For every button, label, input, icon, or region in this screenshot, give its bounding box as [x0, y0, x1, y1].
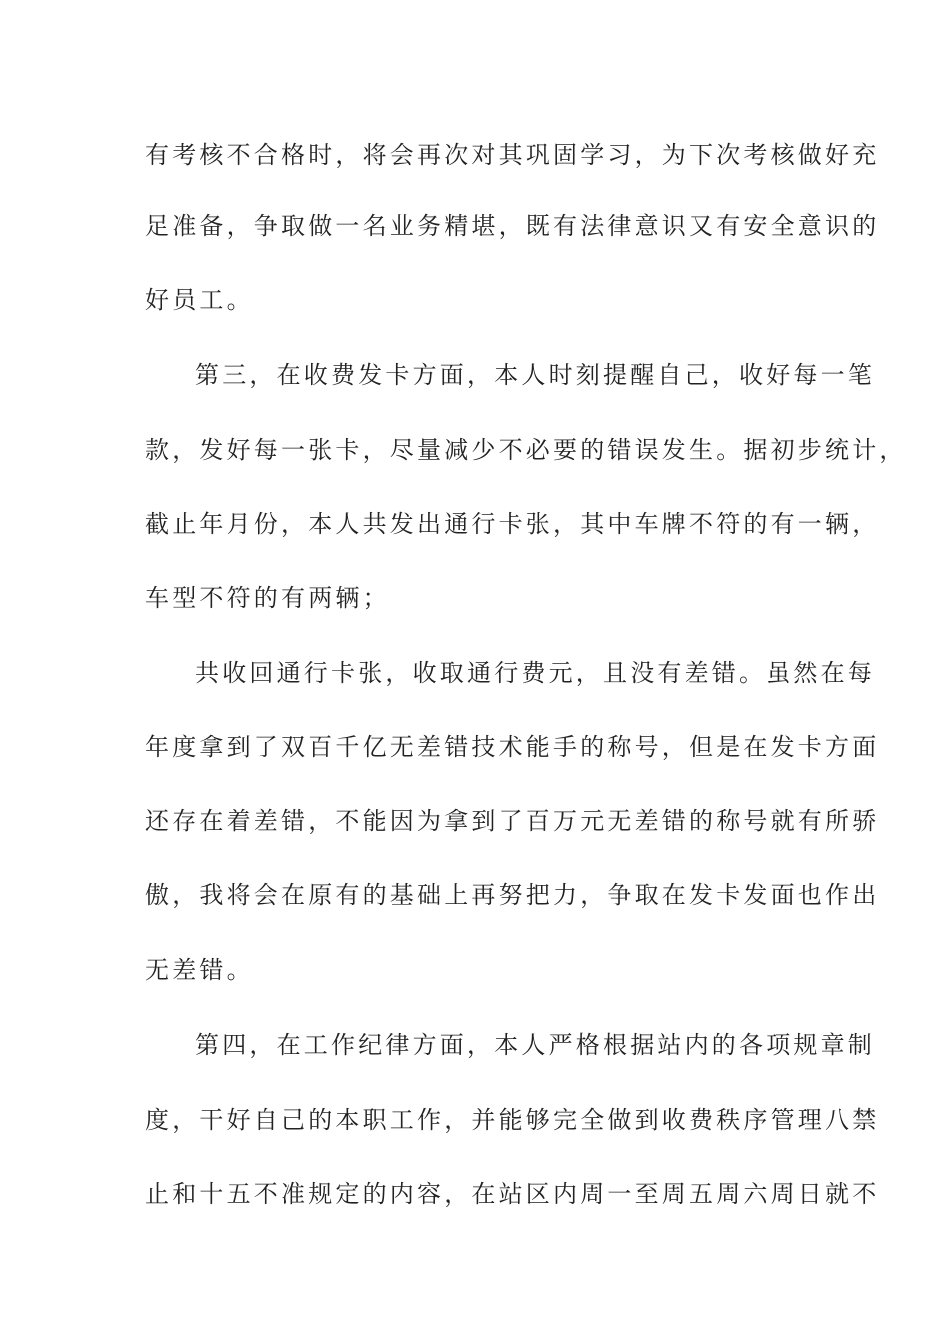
text-line: 足准备，争取做一名业务精堪，既有法律意识又有安全意识的 [145, 212, 880, 240]
text-line: 有考核不合格时，将会再次对其巩固学习，为下次考核做好充 [145, 141, 880, 169]
paragraph-start-line: 第三，在收费发卡方面，本人时刻提醒自己，收好每一笔 [195, 361, 875, 389]
text-line: 车型不符的有两辆； [145, 584, 390, 612]
text-line: 傲，我将会在原有的基础上再努把力，争取在发卡发面也作出 [145, 881, 880, 909]
text-line: 截止年月份，本人共发出通行卡张，其中车牌不符的有一辆， [145, 510, 880, 538]
text-line: 止和十五不准规定的内容，在站区内周一至周五周六周日就不 [145, 1180, 880, 1208]
text-line: 年度拿到了双百千亿无差错技术能手的称号，但是在发卡方面 [145, 733, 880, 761]
text-line: 还存在着差错，不能因为拿到了百万元无差错的称号就有所骄 [145, 807, 880, 835]
paragraph-start-line: 共收回通行卡张，收取通行费元，且没有差错。虽然在每 [195, 659, 875, 687]
text-line: 度，干好自己的本职工作，并能够完全做到收费秩序管理八禁 [145, 1106, 880, 1134]
text-line: 无差错。 [145, 956, 254, 984]
text-line: 款，发好每一张卡，尽量减少不必要的错误发生。据初步统计， [145, 436, 907, 464]
paragraph-start-line: 第四，在工作纪律方面，本人严格根据站内的各项规章制 [195, 1031, 875, 1059]
text-line: 好员工。 [145, 286, 254, 314]
